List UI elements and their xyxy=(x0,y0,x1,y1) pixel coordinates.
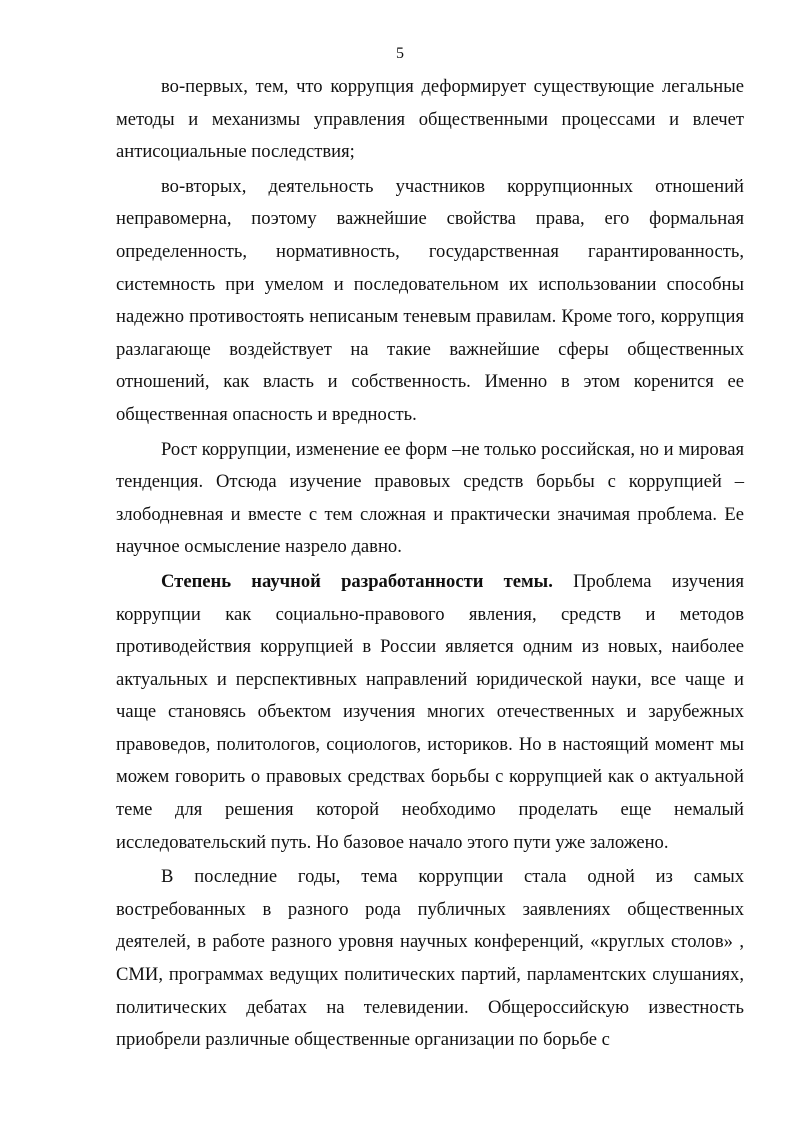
paragraph-firstly: во-первых, тем, что коррупция деформирует существующие легальные методы и механизмы управления общественными процессами и влечет антисоциальные последствия; xyxy=(116,76,744,163)
page-number: 5 xyxy=(396,45,404,62)
paragraph-secondly: во-вторых, деятельность участников коррупционных отношений неправомерна, поэтому важнейшие свойства права, его формальная определенность, нормативность, государственная гарантированность, системность при умелом и последовательном их использовании способны надежно противостоять неписаным теневым правилам. Кроме того, коррупция разлагающе воздействует на такие важнейшие сферы общественных отношений, как власть и собственность. Именно в этом коренится ее общественная опасность и вредность. xyxy=(116,175,744,425)
paragraph-recent-years: В последние годы, тема коррупции стала одной из самых востребованных в разного рода публичных заявлениях общественных деятелей, в работе разного уровня научных конференций, «круглых столов» , СМИ, программах ведущих политических партий, парламентских слушаниях, политических дебатах на телевидении. Общероссийскую известность приобрели различные общественные организации по борьбе с xyxy=(116,866,744,1051)
paragraph-corruption-growth: Рост коррупции, изменение ее форм –не только российская, но и мировая тенденция. Отсюда изучение правовых средств борьбы с коррупцией –злободневная и вместе с тем сложная и практически значимая проблема. Ее научное осмысление назрело давно. xyxy=(116,438,744,558)
paragraph-research-degree xyxy=(116,566,744,859)
paragraph-research-degree-text: Проблема изучения коррупции как социально-правового явления, средств и методов противодействия коррупцией в России является одним из новых, наиболее актуальных и перспективных направлений юридической науки, все чаще и чаще становясь объектом изучения многих отечественных и зарубежных правоведов, политологов, социологов, историков. Но в настоящий момент мы можем говорить о правовых средствах борьбы с коррупцией как о актуальной теме для решения которой необходимо проделать еще немалый исследовательский путь. Но базовое начало этого пути уже заложено. xyxy=(116,570,744,853)
document-body xyxy=(116,71,744,1057)
section-heading-research-degree: Степень научной разработанности темы. xyxy=(161,570,553,592)
